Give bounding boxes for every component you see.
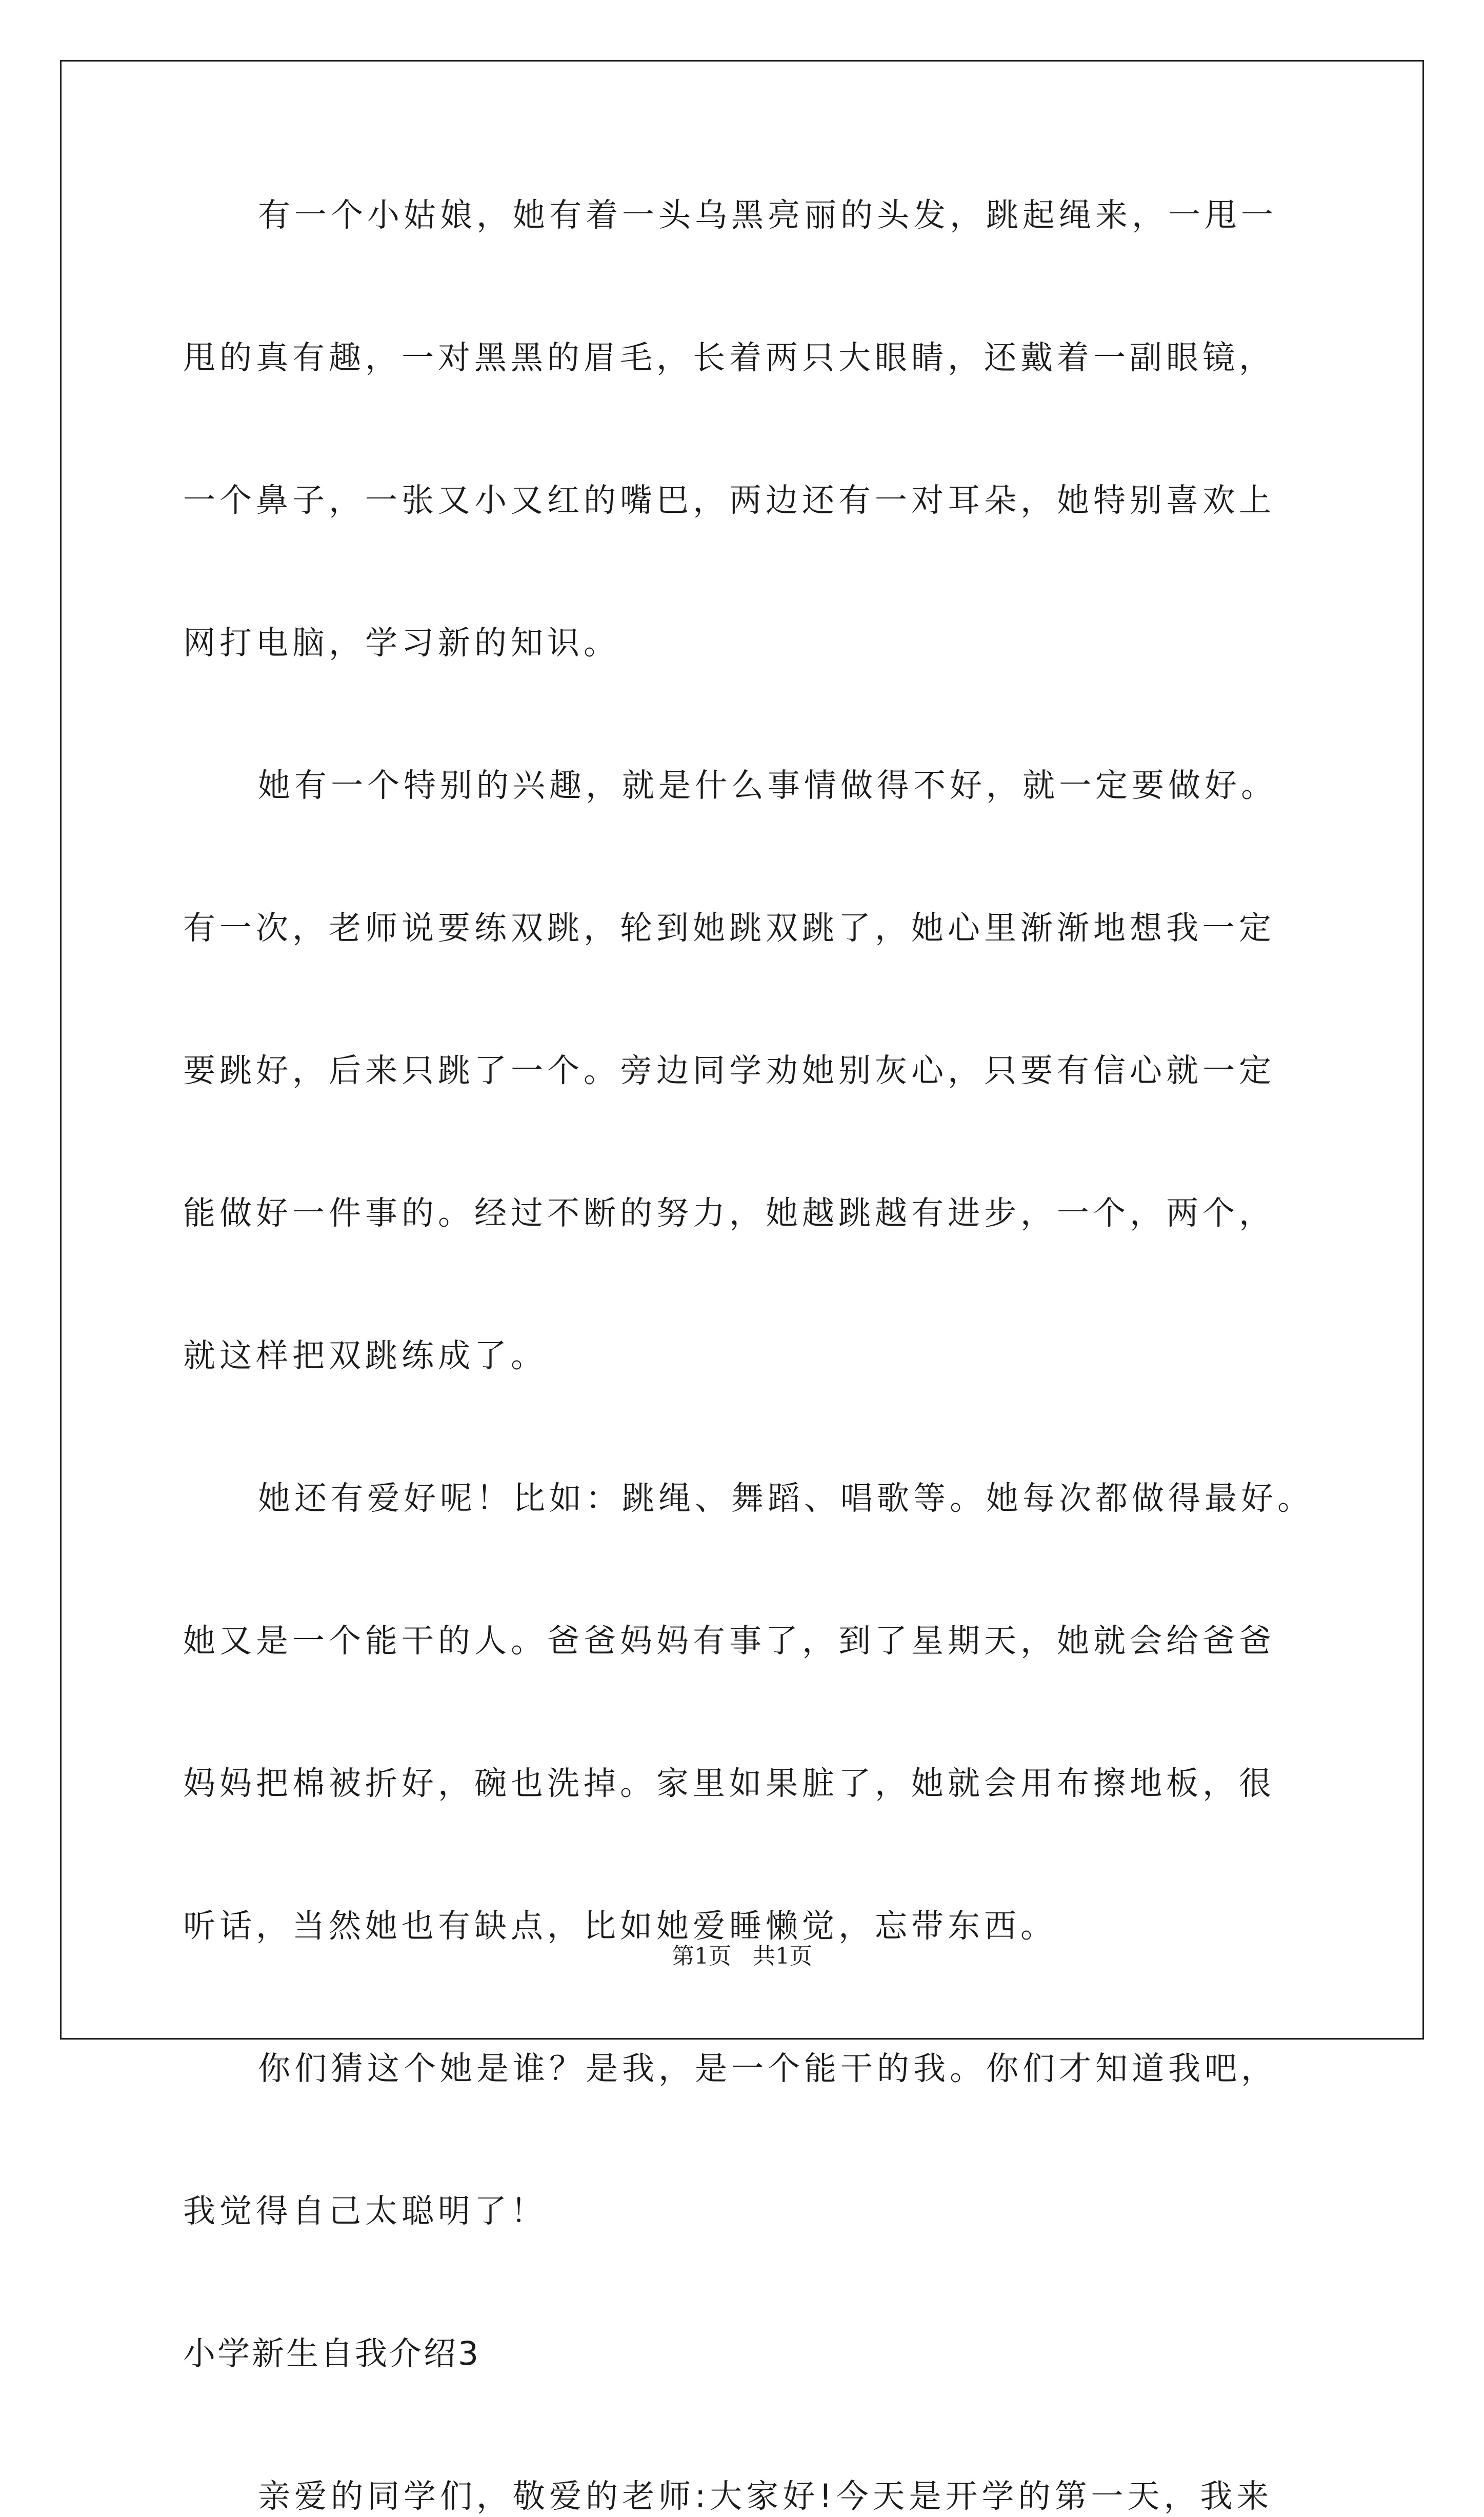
text-line: 甩的真有趣，一对黑黑的眉毛，长着两只大眼睛，还戴着一副眼镜， [183,339,1275,376]
text-line: 网打电脑，学习新的知识。 [183,624,620,662]
text-line: 听话，当然她也有缺点，比如她爱睡懒觉，忘带东西。 [183,1907,1057,1945]
page-total: 共1页 [752,1943,812,1969]
text-line: 一个鼻子，一张又小又红的嘴巴，两边还有一对耳朵，她特别喜欢上 [183,482,1275,519]
footer-gap [731,1943,753,1969]
section-heading: 小学新生自我介绍3 [183,2335,481,2372]
text-line: 她有一个特别的兴趣，就是什么事情做得不好，就一定要做好。 [258,767,1277,804]
text-line: 我觉得自己太聪明了！ [183,2192,547,2230]
text-line: 能做好一件事的。经过不断的努力，她越跳越有进步，一个，两个， [183,1194,1275,1232]
page-footer [0,1942,1484,1971]
text-line: 要跳好，后来只跳了一个。旁边同学劝她别灰心，只要有信心就一定 [183,1052,1275,1089]
page-number: 第1页 [672,1943,732,1969]
text-line: 就这样把双跳练成了。 [183,1337,547,1374]
text-line: 你们猜这个她是谁？是我，是一个能干的我。你们才知道我吧， [258,2050,1277,2087]
text-line: 亲爱的同学们，敬爱的老师:大家好!今天是开学的第一天，我来 [258,2478,1273,2515]
text-line: 妈妈把棉被折好，碗也洗掉。家里如果脏了，她就会用布擦地板，很 [183,1765,1275,1802]
text-line: 有一次，老师说要练双跳，轮到她跳双跳了，她心里渐渐地想我一定 [183,909,1275,947]
text-line: 有一个小姑娘，她有着一头乌黑亮丽的头发，跳起绳来，一甩一 [258,196,1277,234]
text-line: 她又是一个能干的人。爸爸妈妈有事了，到了星期天，她就会给爸爸 [183,1622,1275,1660]
text-line: 她还有爱好呢！比如：跳绳、舞蹈、唱歌等。她每次都做得最好。 [258,1480,1314,1517]
